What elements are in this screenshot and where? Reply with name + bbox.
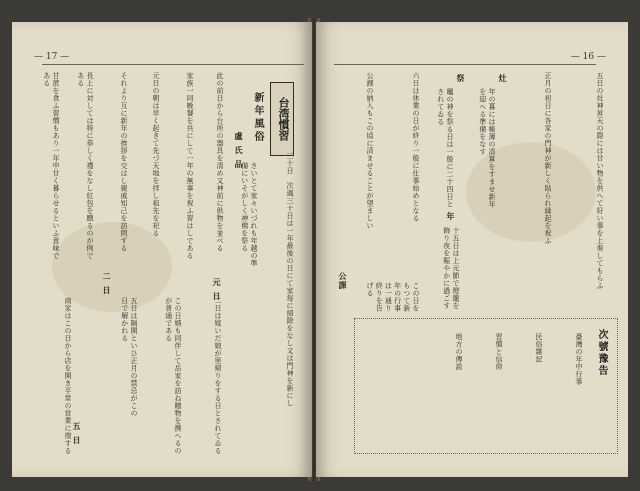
text-column: 家族一同晩餐を共にして一年の無事を祝ふ習はしである: [186, 72, 194, 260]
left-page: [12, 22, 312, 477]
text-column: 五日の灶神昇天の際には甘い物を供へて好い事を上奏してもらふ: [596, 72, 604, 290]
page-number-right: — 16 —: [570, 52, 606, 62]
series-title-box: [270, 82, 294, 156]
notice-item: 民俗雜記: [535, 333, 543, 363]
text-column: 甘蔗を食ふ習慣もあり一年中甘く暮らせるといふ意味である: [42, 72, 60, 260]
text-column: 六日は休業の日が終り一般に仕事始めとなる: [412, 72, 420, 222]
text-column: 元日の朝は早く起きて先づ天地を拝し祖先を祀る: [152, 72, 160, 237]
section-head-2: 二日: [102, 272, 112, 300]
text-column: 三十日 次週三十日は一年最後の日にて家毎に掃除をなし又は門神を新にし: [286, 152, 294, 407]
section-head-3: 五日: [72, 422, 82, 450]
notice-item: 地方の傳説: [455, 333, 463, 371]
header-rule-left: [42, 64, 304, 65]
text-column: 長上に対しては特に恭しく禮をなし紅包を贈るのが例である: [76, 72, 94, 260]
text-column: 商家はこの日から店を開き平常の営業に復する: [64, 297, 72, 455]
header-rule-right: [334, 64, 596, 65]
notice-title: 次號豫告: [596, 329, 607, 377]
text-column: 二日は嫁いだ娘が里帰りをする日とされてゐる: [214, 297, 222, 455]
text-column: 正月の初日に各家の門神が新しく貼られ縁起を祝ふ: [544, 72, 552, 245]
section-head-7: 公課: [338, 272, 348, 290]
text-column: 此の前日から台所の器具を清め又神前に供物を並べる: [216, 72, 224, 252]
notice-item: 習慣と信仰: [495, 333, 503, 371]
page-number-left: — 17 —: [34, 52, 70, 62]
text-column: それより互に新年の挨拶を交はし親戚知己を訪問する: [120, 72, 128, 252]
text-column: 五日は隔開といひ正月の禁忌がこの日で解かれる: [120, 297, 138, 417]
notice-item: 臺灣の年中行事: [575, 333, 583, 386]
text-column: この日をもつて新年の行事は一通り終りを告げる: [365, 282, 420, 312]
text-column: 十五日は上元節で燈籠を飾り夜を賑やかに過ごす: [442, 227, 460, 310]
author-name: 盧氏品: [234, 132, 244, 174]
text-column: 竈の神を祭る日は一般に二十四日とされてゐる: [436, 88, 454, 208]
right-page: [316, 22, 628, 477]
article-title: 新年風俗: [252, 92, 263, 144]
section-head-6: 年: [446, 212, 456, 226]
next-issue-notice: [354, 318, 618, 454]
section-head-5: 祭: [456, 74, 466, 88]
text-column: この日婿も同伴して岳家を訪ね贈物を携へるのが普通である: [164, 297, 182, 455]
text-column: さいとて家々いづれも年越の準備にいそがしく神佛を祭る: [240, 162, 258, 267]
text-column: 公課の納入もこの頃に済ませることが望ましい: [366, 72, 374, 230]
text-column: 年の暮には帳簿の清算をすませ新年を迎へる準備をなす: [478, 88, 496, 208]
series-title: 台湾慣習: [277, 97, 290, 141]
section-head-1: 元日: [212, 278, 222, 306]
section-head-4: 灶: [498, 74, 508, 88]
